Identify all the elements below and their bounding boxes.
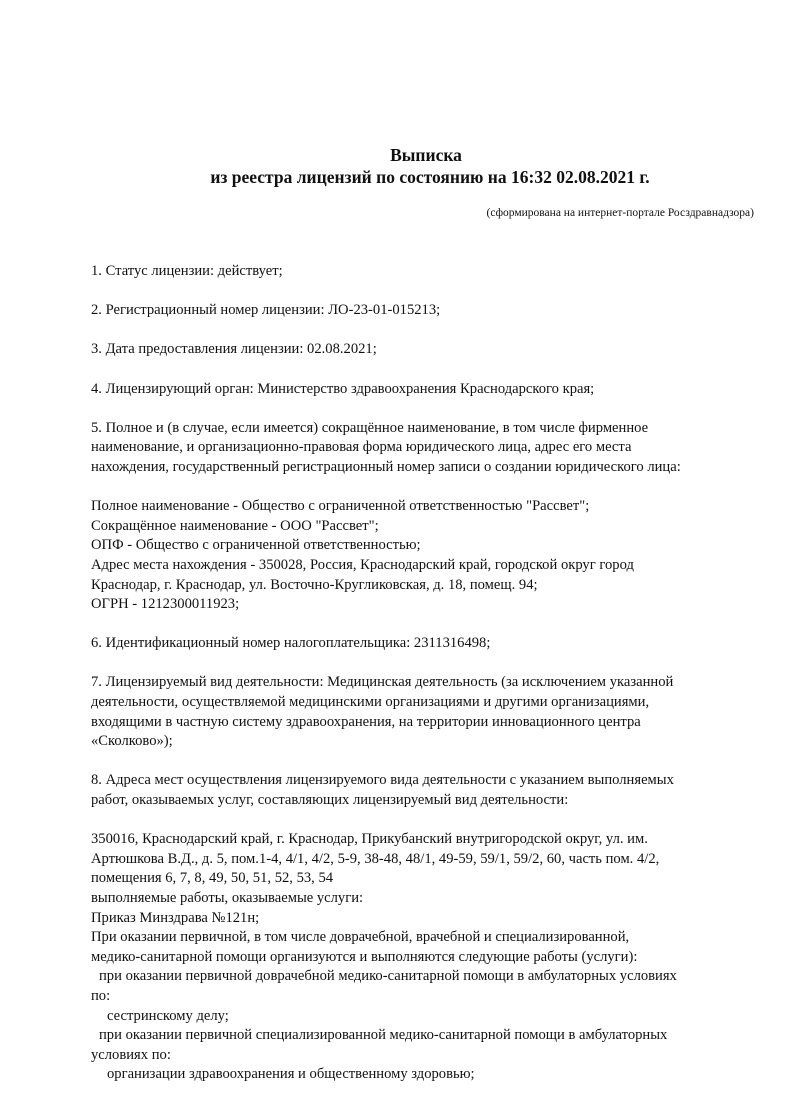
paragraph-line: работ, оказываемых услуг, составляющих лицензируемый вид деятельности: — [91, 792, 569, 809]
paragraph-line: нахождения, государственный регистрационный номер записи о создании юридического лица: — [91, 458, 681, 475]
service-line: при оказании первичной специализированной медико-санитарной помощи в амбулаторных — [99, 1027, 668, 1044]
full-name-line: Полное наименование - Общество с ограниченной ответственностью "Рассвет"; — [91, 498, 590, 515]
legal-entity-details — [91, 497, 741, 615]
document-title: Выписка — [390, 145, 462, 165]
license-reg-number: 2. Регистрационный номер лицензии: ЛО-23-01-015213; — [91, 302, 441, 319]
place-address-line: 350016, Краснодарский край, г. Краснодар, Прикубанский внутригородской округ, ул. им. — [91, 831, 648, 848]
address-line: Адрес места нахождения - 350028, Россия, Краснодарский край, городской округ город — [91, 556, 634, 573]
short-name-line: Сокращённое наименование - ООО "Рассвет"; — [91, 517, 379, 534]
service-line: организации здравоохранения и общественному здоровью; — [107, 1066, 475, 1083]
ogrn-line: ОГРН - 1212300011923; — [91, 596, 240, 613]
paragraph-line: «Сколково»); — [91, 733, 173, 750]
paragraph-line: 8. Адреса мест осуществления лицензируемого вида деятельности с указанием выполняемых — [91, 772, 674, 789]
activity-places-section — [91, 771, 741, 810]
services-list — [91, 967, 741, 1085]
legal-form-line: ОПФ - Общество с ограниченной ответственностью; — [91, 537, 421, 554]
place-address-line: помещения 6, 7, 8, 49, 50, 51, 52, 53, 54 — [91, 870, 334, 887]
paragraph-line: медико-санитарной помощи организуются и выполняются следующие работы (услуги): — [91, 948, 638, 965]
service-line: сестринскому делу; — [107, 1007, 229, 1024]
source-note: (сформирована на интернет-портале Росздравнадзора) — [486, 207, 754, 219]
license-date: 3. Дата предоставления лицензии: 02.08.2021; — [91, 341, 377, 358]
place-address-line: Артюшкова В.Д., д. 5, пом.1-4, 4/1, 4/2, 5-9, 38-48, 48/1, 49-59, 59/1, 59/2, 60, часть пом. 4/2, — [91, 850, 660, 867]
address-line: Краснодар, г. Краснодар, ул. Восточно-Кругликовская, д. 18, помещ. 94; — [91, 576, 538, 593]
service-line: по: — [91, 987, 111, 1004]
works-heading: выполняемые работы, оказываемые услуги: — [91, 890, 364, 906]
licensed-activity-section — [91, 673, 741, 751]
activity-place-details — [91, 830, 741, 967]
paragraph-line: наименование, и организационно-правовая форма юридического лица, адрес его места — [91, 439, 632, 456]
license-status: 1. Статус лицензии: действует; — [91, 263, 283, 279]
paragraph-line: входящими в частную систему здравоохранения, на территории инновационного центра — [91, 713, 641, 730]
service-line: при оказании первичной доврачебной медико-санитарной помощи в амбулаторных условиях — [99, 968, 677, 985]
service-line: условиях по: — [91, 1046, 171, 1063]
legal-entity-name-section — [91, 419, 741, 478]
licensing-authority: 4. Лицензирующий орган: Министерство здравоохранения Краснодарского края; — [91, 380, 595, 397]
order-reference: Приказ Минздрава №121н; — [91, 909, 260, 926]
document-subtitle: из реестра лицензий по состоянию на 16:32 02.08.2021 г. — [210, 167, 650, 187]
paragraph-line: 7. Лицензируемый вид деятельности: Медицинская деятельность (за исключением указанной — [91, 674, 674, 691]
paragraph-line: деятельности, осуществляемой медицинскими организациями и другими организациями, — [91, 694, 650, 711]
paragraph-line: 5. Полное и (в случае, если имеется) сокращённое наименование, в том числе фирменное — [91, 419, 649, 436]
paragraph-line: При оказании первичной, в том числе доврачебной, врачебной и специализированной, — [91, 929, 630, 946]
taxpayer-id: 6. Идентификационный номер налогоплательщика: 2311316498; — [91, 635, 491, 652]
document-body — [91, 262, 741, 1085]
